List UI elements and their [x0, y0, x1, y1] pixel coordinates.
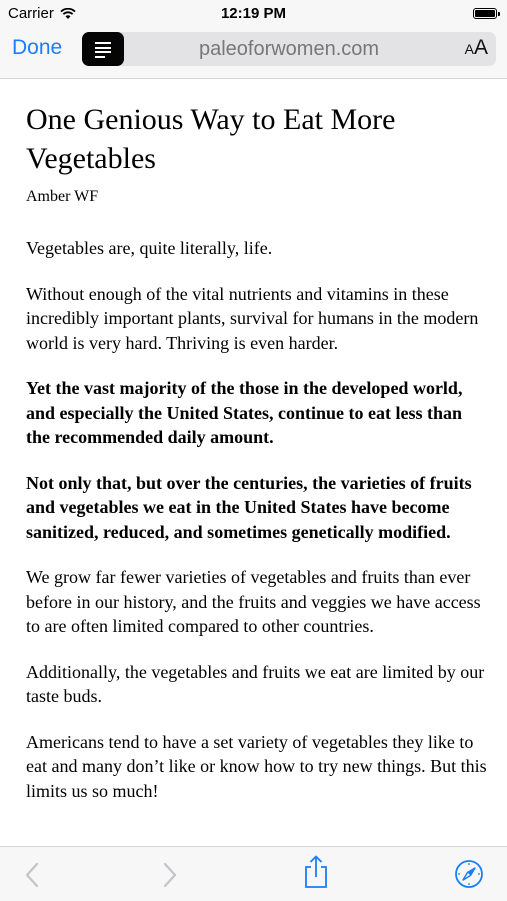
browser-navbar: [0, 28, 507, 79]
article-paragraph: Americans tend to have a set variety of vegetables they like to eat and many don’t like or know how to try new things. But this limits us so much!: [26, 731, 487, 801]
status-bar: [0, 0, 507, 28]
article-paragraph: Additionally, the vegetables and fruits we eat are limited by our taste buds.: [26, 661, 485, 706]
article-paragraph: Vegetables are, quite literally, life.: [26, 238, 273, 258]
url-text: paleoforwomen.com: [198, 38, 380, 60]
article-author: Amber WF: [26, 188, 99, 205]
article-title: One Genious Way to Eat More Vegetables: [26, 103, 396, 175]
compass-icon[interactable]: [454, 859, 484, 889]
battery-icon: [473, 8, 497, 19]
chevron-left-icon[interactable]: [24, 862, 40, 888]
article-paragraph: Not only that, but over the centuries, the varieties of fruits and vegetables we eat in the United States have become sanitized, reduced, and sometimes genetically modified.: [26, 472, 472, 542]
done-button[interactable]: Done: [12, 36, 63, 59]
text-size-small-label: A: [464, 41, 474, 57]
article-paragraph: We grow far fewer varieties of vegetables and fruits than ever before in our history, and the fruits and veggies we have access to are often limited compared to other countries.: [26, 567, 481, 636]
carrier-label: Carrier: [8, 5, 54, 22]
chevron-right-icon[interactable]: [162, 862, 178, 888]
share-icon[interactable]: [303, 855, 329, 889]
text-size-button[interactable]: [465, 36, 488, 60]
article-paragraph: Without enough of the vital nutrients and vitamins in these incredibly important plants, survival for humans in the modern world is very hard. Thriving is even harder.: [26, 283, 479, 353]
status-time: 12:19 PM: [220, 5, 287, 22]
browser-toolbar: [0, 846, 507, 901]
address-bar[interactable]: [82, 32, 496, 66]
text-size-large-label: A: [473, 36, 488, 59]
reader-article: [26, 100, 488, 803]
article-paragraph: Yet the vast majority of the those in the developed world, and especially the United States, continue to eat less than the recommended daily amount.: [26, 378, 463, 447]
